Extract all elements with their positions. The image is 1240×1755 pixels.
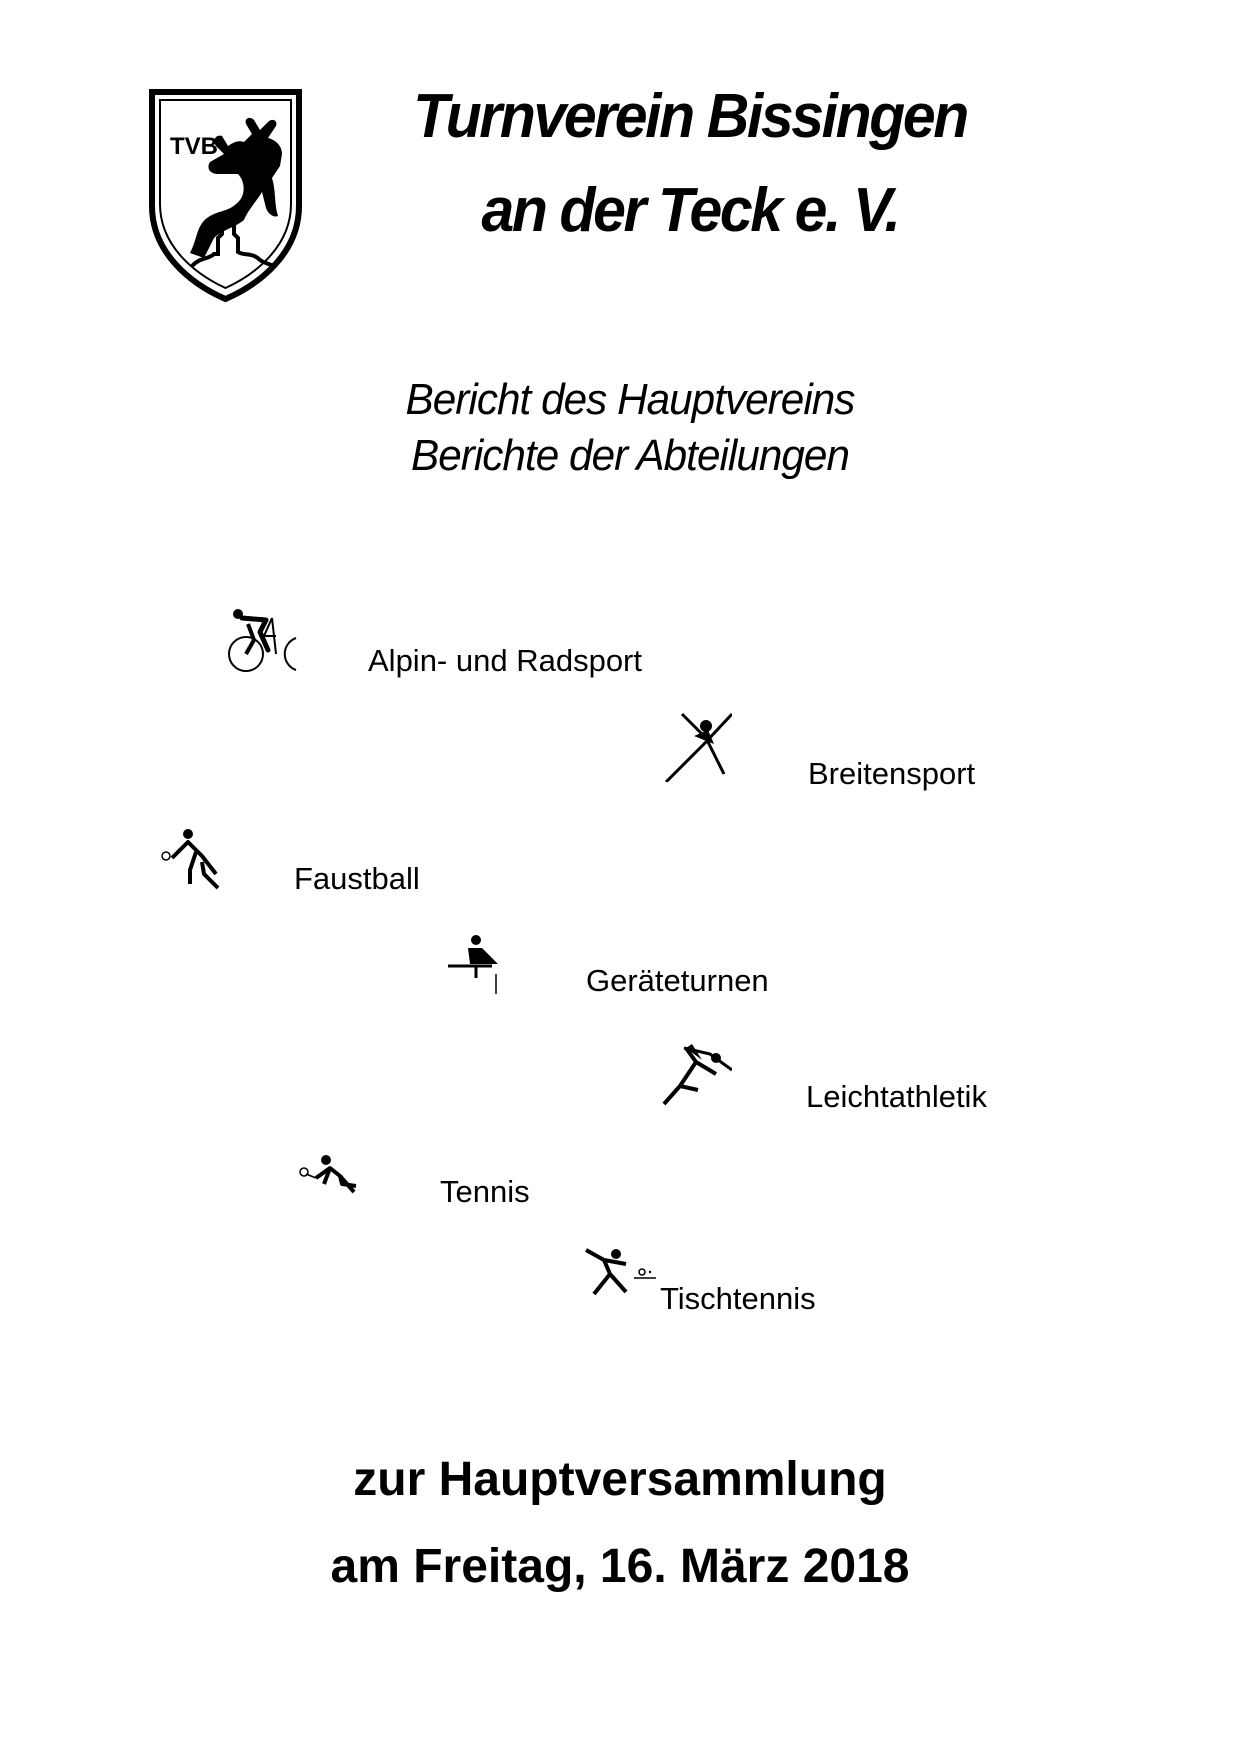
department-label-tischtennis: Tischtennis — [660, 1281, 816, 1316]
club-logo — [148, 88, 303, 303]
tennis-player-icon — [296, 1150, 368, 1222]
logo-letters: TVB — [170, 133, 218, 160]
department-label-faustball: Faustball — [294, 861, 420, 896]
tvb-shield-logo-icon — [148, 88, 303, 303]
department-tennis — [296, 1150, 368, 1222]
apparatus-gymnast-icon — [446, 932, 518, 1004]
department-faustball — [160, 826, 232, 898]
meeting-date: am Freitag, 16. März 2018 — [330, 1540, 910, 1593]
faustball-player-icon — [160, 826, 232, 898]
hurdler-icon — [660, 1040, 732, 1112]
department-tischtennis — [584, 1244, 656, 1316]
report-title-departments: Berichte der Abteilungen — [411, 431, 849, 480]
report-title-main: Bericht des Hauptvereins — [405, 375, 855, 424]
department-label-geraeteturnen: Geräteturnen — [586, 963, 769, 998]
department-leichtathletik — [660, 1040, 732, 1112]
cyclist-icon — [226, 606, 298, 678]
department-geraeteturnen — [446, 932, 518, 1004]
meeting-title: zur Hauptversammlung — [353, 1453, 887, 1506]
department-label-tennis: Tennis — [440, 1174, 530, 1209]
department-label-leichtathletik: Leichtathletik — [806, 1079, 987, 1114]
department-label-alpin-radsport: Alpin- und Radsport — [368, 643, 642, 678]
department-alpin-radsport — [226, 606, 298, 678]
club-name-line1: Turnverein Bissingen — [413, 82, 967, 151]
department-breitensport — [660, 710, 732, 782]
department-label-breitensport: Breitensport — [808, 756, 976, 791]
club-name-line2: an der Teck e. V. — [481, 176, 899, 245]
gymnast-icon — [660, 710, 732, 782]
table-tennis-player-icon — [584, 1244, 656, 1316]
